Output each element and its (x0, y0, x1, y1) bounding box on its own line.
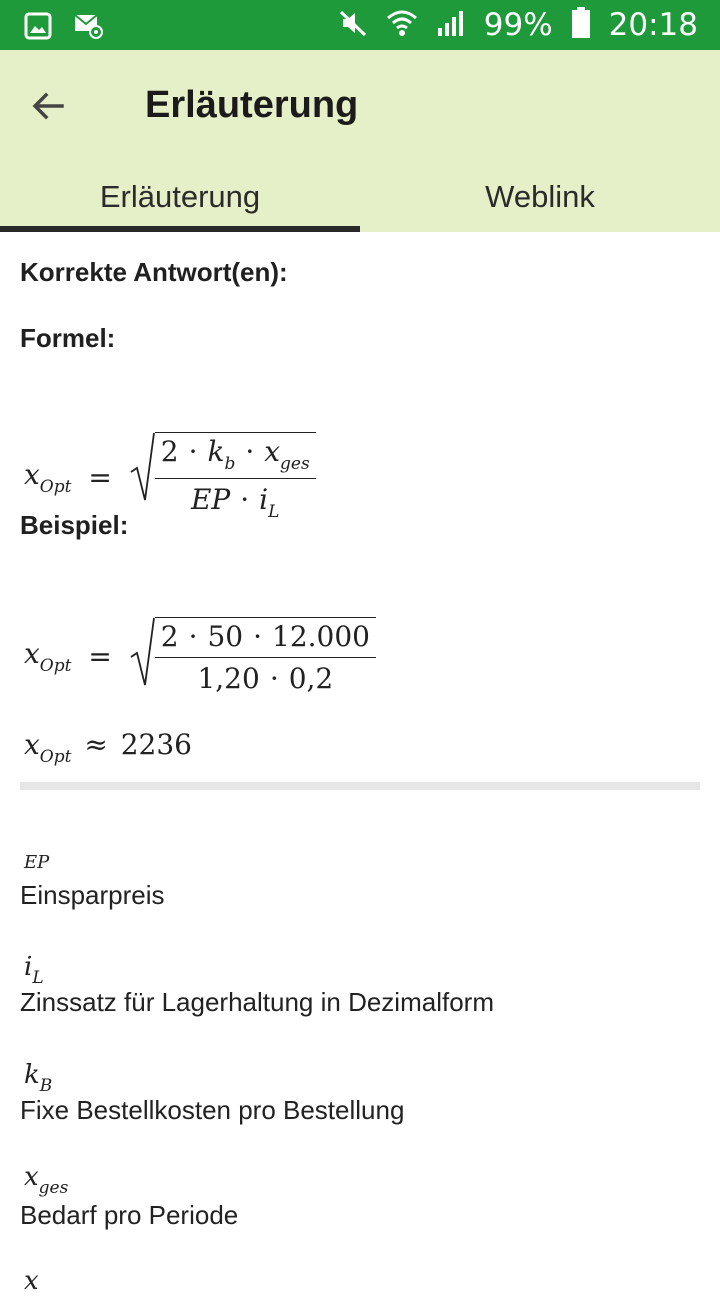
formula-equation: $x_{Opt}$ = $\frac{2 \cdot k_b \cdot x_{ges}}{EP \cdot i_L}$ (24, 432, 316, 522)
signal-icon (436, 8, 466, 43)
page-title: Erläuterung (145, 84, 359, 126)
app-bar (0, 50, 720, 160)
example-equation: $x_{Opt}$ = $\frac{2 \cdot 50 \cdot 12.000}{1,20 \cdot 0,2}$ (24, 617, 376, 695)
glossary-symbol: x (24, 1266, 39, 1296)
image-icon (24, 12, 52, 45)
tab-erlaeuterung[interactable]: Erläuterung (0, 160, 360, 232)
result-equation: $x_{Opt} \approx 2236$ (24, 728, 192, 767)
glossary-symbol: $i_L$ (24, 952, 44, 988)
glossary-symbol: EP (24, 852, 50, 873)
tab-bar (0, 160, 720, 232)
square-root: $\frac{2 \cdot k_b \cdot x_{ges}}{EP \cdot i_L}$ (129, 432, 316, 522)
formula-label: Formel: (20, 323, 116, 353)
glossary-definition: Fixe Bestellkosten pro Bestellung (20, 1095, 405, 1125)
battery-icon (571, 7, 591, 44)
battery-percentage: 99% (483, 7, 553, 43)
divider (20, 782, 700, 790)
tab-weblink[interactable]: Weblink (485, 179, 595, 214)
status-bar (0, 0, 720, 50)
square-root: $\frac{2 \cdot 50 \cdot 12.000}{1,20 \cdot 0,2}$ (129, 617, 376, 695)
correct-answer-label: Korrekte Antwort(en): (20, 257, 288, 287)
glossary-symbol: $k_B$ (24, 1060, 53, 1096)
example-label: Beispiel: (20, 510, 129, 540)
clock: 20:18 (608, 7, 698, 43)
glossary-symbol: $x_{ges}$ (24, 1162, 69, 1198)
mail-at-icon (74, 12, 104, 45)
arrow-back-icon[interactable] (28, 86, 68, 126)
glossary-definition: Zinssatz für Lagerhaltung in Dezimalform (20, 987, 494, 1017)
mute-icon (338, 8, 368, 43)
glossary-definition: Bedarf pro Periode (20, 1200, 239, 1230)
glossary-definition: Einsparpreis (20, 880, 165, 910)
wifi-icon (386, 8, 418, 43)
